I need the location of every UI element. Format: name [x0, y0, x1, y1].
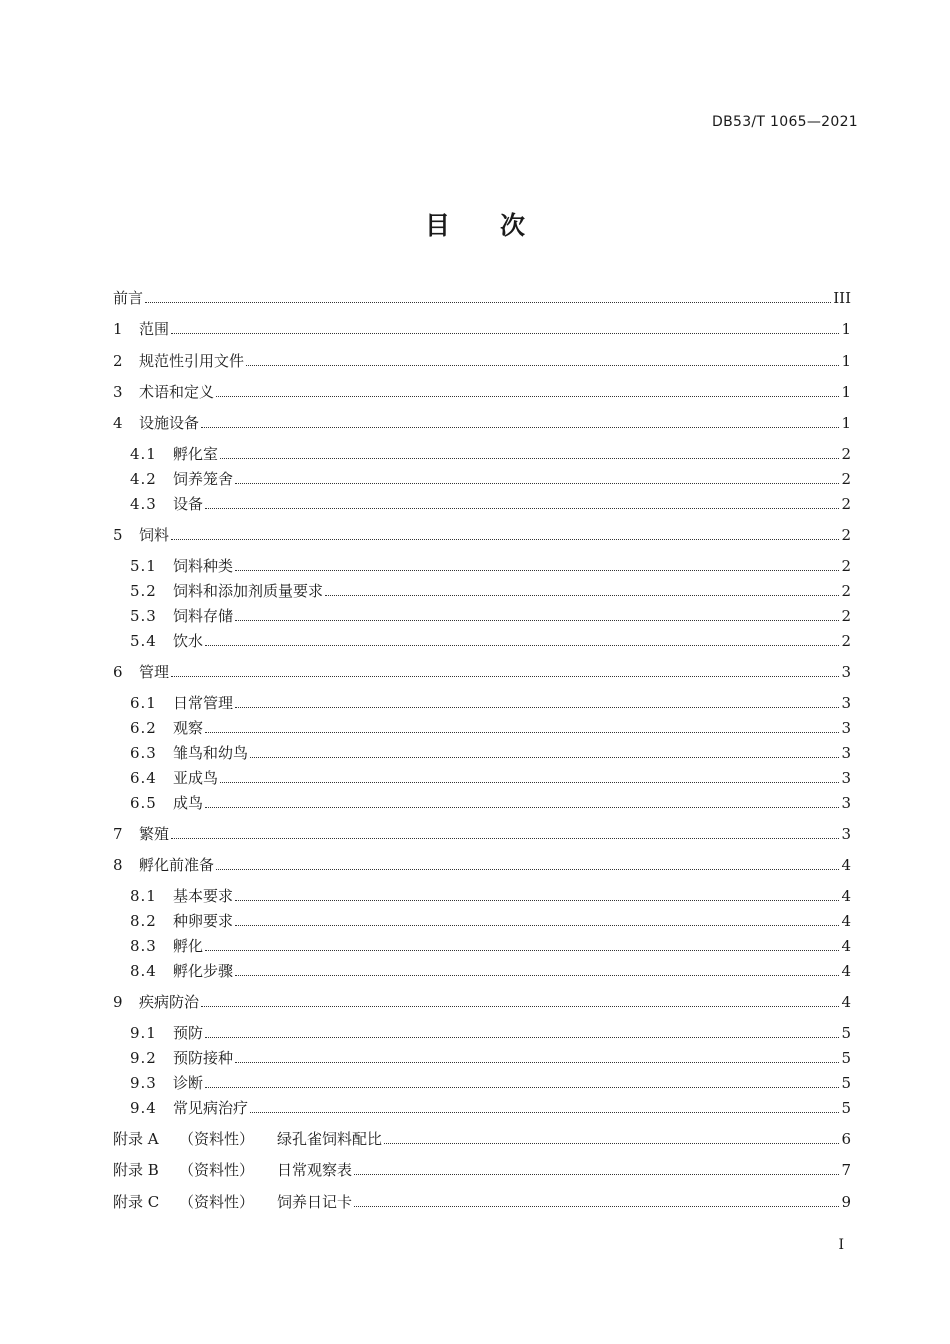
dot-leader	[171, 675, 839, 677]
toc-entry-number: 附录 C	[113, 1193, 160, 1211]
toc-entry-number: 2	[113, 352, 123, 370]
toc-subentry[interactable]	[130, 934, 851, 956]
toc-entry-label: 规范性引用文件	[139, 352, 245, 370]
toc-entry-page: 1	[841, 383, 851, 401]
toc-entry-kind: （资料性）	[179, 1193, 255, 1211]
dot-leader	[205, 1086, 839, 1088]
toc-subentry[interactable]	[130, 884, 851, 906]
dot-leader	[201, 1005, 839, 1007]
toc-entry-label: 成鸟	[173, 794, 204, 812]
toc-subentry[interactable]	[130, 1071, 851, 1093]
dot-leader	[235, 619, 839, 621]
toc-entry-page: 3	[841, 719, 851, 737]
toc-entry-label: 饲料	[139, 526, 170, 544]
toc-entry-page: III	[833, 289, 851, 307]
toc-entry-page: 3	[841, 825, 851, 843]
standard-code: DB53/T 1065—2021	[712, 114, 858, 130]
toc-entry-label: 诊断	[173, 1074, 204, 1092]
toc-entry-number: 附录 A	[113, 1130, 159, 1148]
toc-entry-number: 9.2	[130, 1049, 157, 1067]
toc-subentry[interactable]	[130, 791, 851, 813]
toc-entry-number: 7	[113, 825, 123, 843]
toc-entry-number: 9.1	[130, 1024, 157, 1042]
toc-entry-number: 8.4	[130, 962, 157, 980]
toc-entry-number: 6.4	[130, 769, 157, 787]
dot-leader	[220, 781, 839, 783]
toc-entry-page: 5	[841, 1099, 851, 1117]
dot-leader	[216, 868, 839, 870]
toc-entry-number: 4.3	[130, 495, 157, 513]
toc-entry-number: 4.1	[130, 445, 157, 463]
toc-entry-number: 6.3	[130, 744, 157, 762]
toc-entry-number: 5.2	[130, 582, 157, 600]
toc-entry[interactable]	[113, 317, 851, 339]
dot-leader	[235, 706, 839, 708]
toc-entry-number: 6	[113, 663, 123, 681]
toc-entry-page: 4	[841, 912, 851, 930]
toc-entry-label: 饲料存储	[173, 607, 234, 625]
toc-entry-number: 5.3	[130, 607, 157, 625]
dot-leader	[205, 806, 839, 808]
dot-leader	[216, 395, 839, 397]
toc-entry-page: 3	[841, 663, 851, 681]
toc-entry-kind: （资料性）	[179, 1130, 255, 1148]
dot-leader	[205, 731, 839, 733]
toc-entry-number: 1	[113, 320, 123, 338]
toc-appendix-entry[interactable]	[113, 1127, 851, 1149]
toc-entry-page: 4	[841, 993, 851, 1011]
toc-subentry[interactable]	[130, 691, 851, 713]
toc-subentry[interactable]	[130, 554, 851, 576]
toc-entry-label: 种卵要求	[173, 912, 234, 930]
toc-entry-number: 8.3	[130, 937, 157, 955]
toc-entry-label: 孵化步骤	[173, 962, 234, 980]
toc-entry-label: 孵化室	[173, 445, 219, 463]
dot-leader	[171, 538, 839, 540]
dot-leader	[235, 482, 839, 484]
toc-entry-page: 4	[841, 937, 851, 955]
toc-entry-page: 3	[841, 694, 851, 712]
toc-entry-label: 疾病防治	[139, 993, 200, 1011]
dot-leader	[220, 457, 839, 459]
toc-entry-page: 1	[841, 414, 851, 432]
toc-entry-number: 8.1	[130, 887, 157, 905]
toc-subentry[interactable]	[130, 1046, 851, 1068]
toc-entry[interactable]	[113, 853, 851, 875]
toc-entry-number: 6.1	[130, 694, 157, 712]
toc-entry-page: 1	[841, 320, 851, 338]
toc-entry-label: 基本要求	[173, 887, 234, 905]
toc-entry-label: 术语和定义	[139, 383, 215, 401]
toc-entry-number: 9.4	[130, 1099, 157, 1117]
toc-entry[interactable]	[113, 822, 851, 844]
toc-entry-number: 6.2	[130, 719, 157, 737]
toc-subentry[interactable]	[130, 467, 851, 489]
toc-entry-page: 4	[841, 856, 851, 874]
toc-entry-number: 5.1	[130, 557, 157, 575]
toc-entry-number: 5.4	[130, 632, 157, 650]
toc-subentry[interactable]	[130, 442, 851, 464]
toc-entry-label: 日常观察表	[277, 1161, 353, 1179]
toc-entry-page: 4	[841, 962, 851, 980]
toc-entry-page: 6	[841, 1130, 851, 1148]
toc-entry-label: 预防	[173, 1024, 204, 1042]
toc-entry-kind: （资料性）	[179, 1161, 255, 1179]
toc-subentry[interactable]	[130, 959, 851, 981]
toc-entry-number: 4	[113, 414, 123, 432]
toc-entry-page: 2	[841, 557, 851, 575]
page-number: I	[838, 1237, 844, 1253]
toc-subentry[interactable]	[130, 492, 851, 514]
toc-entry-label: 范围	[139, 320, 170, 338]
toc-subentry[interactable]	[130, 1021, 851, 1043]
toc-entry-label: 设施设备	[139, 414, 200, 432]
toc-entry-label: 雏鸟和幼鸟	[173, 744, 249, 762]
toc-subentry[interactable]	[130, 604, 851, 626]
dot-leader	[171, 332, 839, 334]
dot-leader	[205, 1036, 839, 1038]
dot-leader	[354, 1173, 839, 1175]
toc-entry-label: 绿孔雀饲料配比	[277, 1130, 383, 1148]
toc-entry-label: 管理	[139, 663, 170, 681]
toc-entry-page: 3	[841, 794, 851, 812]
toc-entry-number: 6.5	[130, 794, 157, 812]
toc-entry-label: 孵化	[173, 937, 204, 955]
toc-subentry[interactable]	[130, 741, 851, 763]
dot-leader	[205, 507, 839, 509]
toc-entry-page: 2	[841, 582, 851, 600]
toc-entry-page: 2	[841, 526, 851, 544]
toc-entry-label: 饮水	[173, 632, 204, 650]
toc-entry[interactable]	[113, 411, 851, 433]
toc-entry[interactable]	[113, 660, 851, 682]
toc-entry-number: 4.2	[130, 470, 157, 488]
dot-leader	[384, 1142, 839, 1144]
toc-entry-number: 9.3	[130, 1074, 157, 1092]
page-title: 目 次	[424, 211, 525, 240]
dot-leader	[235, 569, 839, 571]
toc-entry-page: 3	[841, 744, 851, 762]
toc-entry-number: 8	[113, 856, 123, 874]
toc-entry-page: 4	[841, 887, 851, 905]
dot-leader	[145, 301, 831, 303]
toc-entry-label: 饲养笼舍	[173, 470, 234, 488]
toc-entry-label: 饲养日记卡	[277, 1193, 353, 1211]
toc-appendix-entry[interactable]	[113, 1158, 851, 1180]
toc-appendix-entry[interactable]	[113, 1190, 851, 1212]
toc-entry-label: 预防接种	[173, 1049, 234, 1067]
toc-entry-label: 饲料种类	[173, 557, 234, 575]
toc-entry-page: 7	[841, 1161, 851, 1179]
toc-subentry[interactable]	[130, 629, 851, 651]
dot-leader	[250, 756, 839, 758]
toc-entry-label: 设备	[173, 495, 204, 513]
toc-entry-page: 2	[841, 607, 851, 625]
toc-entry[interactable]	[113, 380, 851, 402]
toc-entry-page: 2	[841, 445, 851, 463]
toc-entry-page: 9	[841, 1193, 851, 1211]
dot-leader	[246, 364, 839, 366]
toc-entry-number: 附录 B	[113, 1161, 159, 1179]
dot-leader	[325, 594, 839, 596]
toc-entry-page: 5	[841, 1074, 851, 1092]
toc-entry-page: 2	[841, 632, 851, 650]
toc-entry-label: 日常管理	[173, 694, 234, 712]
toc-entry[interactable]	[113, 990, 851, 1012]
toc-subentry[interactable]	[130, 766, 851, 788]
toc-entry-label: 观察	[173, 719, 204, 737]
dot-leader	[171, 837, 839, 839]
dot-leader	[235, 1061, 839, 1063]
toc-entry-number: 5	[113, 526, 123, 544]
toc-entry-number: 3	[113, 383, 123, 401]
toc-entry[interactable]	[113, 349, 851, 371]
toc-entry[interactable]	[113, 286, 851, 308]
toc-subentry[interactable]	[130, 579, 851, 601]
dot-leader	[235, 924, 839, 926]
dot-leader	[235, 899, 839, 901]
toc-entry-label: 常见病治疗	[173, 1099, 249, 1117]
toc-entry-page: 5	[841, 1049, 851, 1067]
toc-entry-number: 8.2	[130, 912, 157, 930]
toc-entry-page: 3	[841, 769, 851, 787]
toc-subentry[interactable]	[130, 1096, 851, 1118]
dot-leader	[205, 949, 839, 951]
toc-entry-page: 1	[841, 352, 851, 370]
dot-leader	[354, 1205, 839, 1207]
toc-entry-label: 亚成鸟	[173, 769, 219, 787]
toc-entry-label: 繁殖	[139, 825, 170, 843]
dot-leader	[250, 1111, 839, 1113]
toc-entry-page: 2	[841, 495, 851, 513]
toc-entry-page: 2	[841, 470, 851, 488]
toc-entry-page: 5	[841, 1024, 851, 1042]
dot-leader	[205, 644, 839, 646]
dot-leader	[201, 426, 839, 428]
toc-subentry[interactable]	[130, 909, 851, 931]
toc-entry-label: 孵化前准备	[139, 856, 215, 874]
toc-entry-label: 前言	[113, 289, 144, 307]
toc-entry-number: 9	[113, 993, 123, 1011]
toc-entry-label: 饲料和添加剂质量要求	[173, 582, 324, 600]
dot-leader	[235, 974, 839, 976]
toc-entry[interactable]	[113, 523, 851, 545]
toc-subentry[interactable]	[130, 716, 851, 738]
